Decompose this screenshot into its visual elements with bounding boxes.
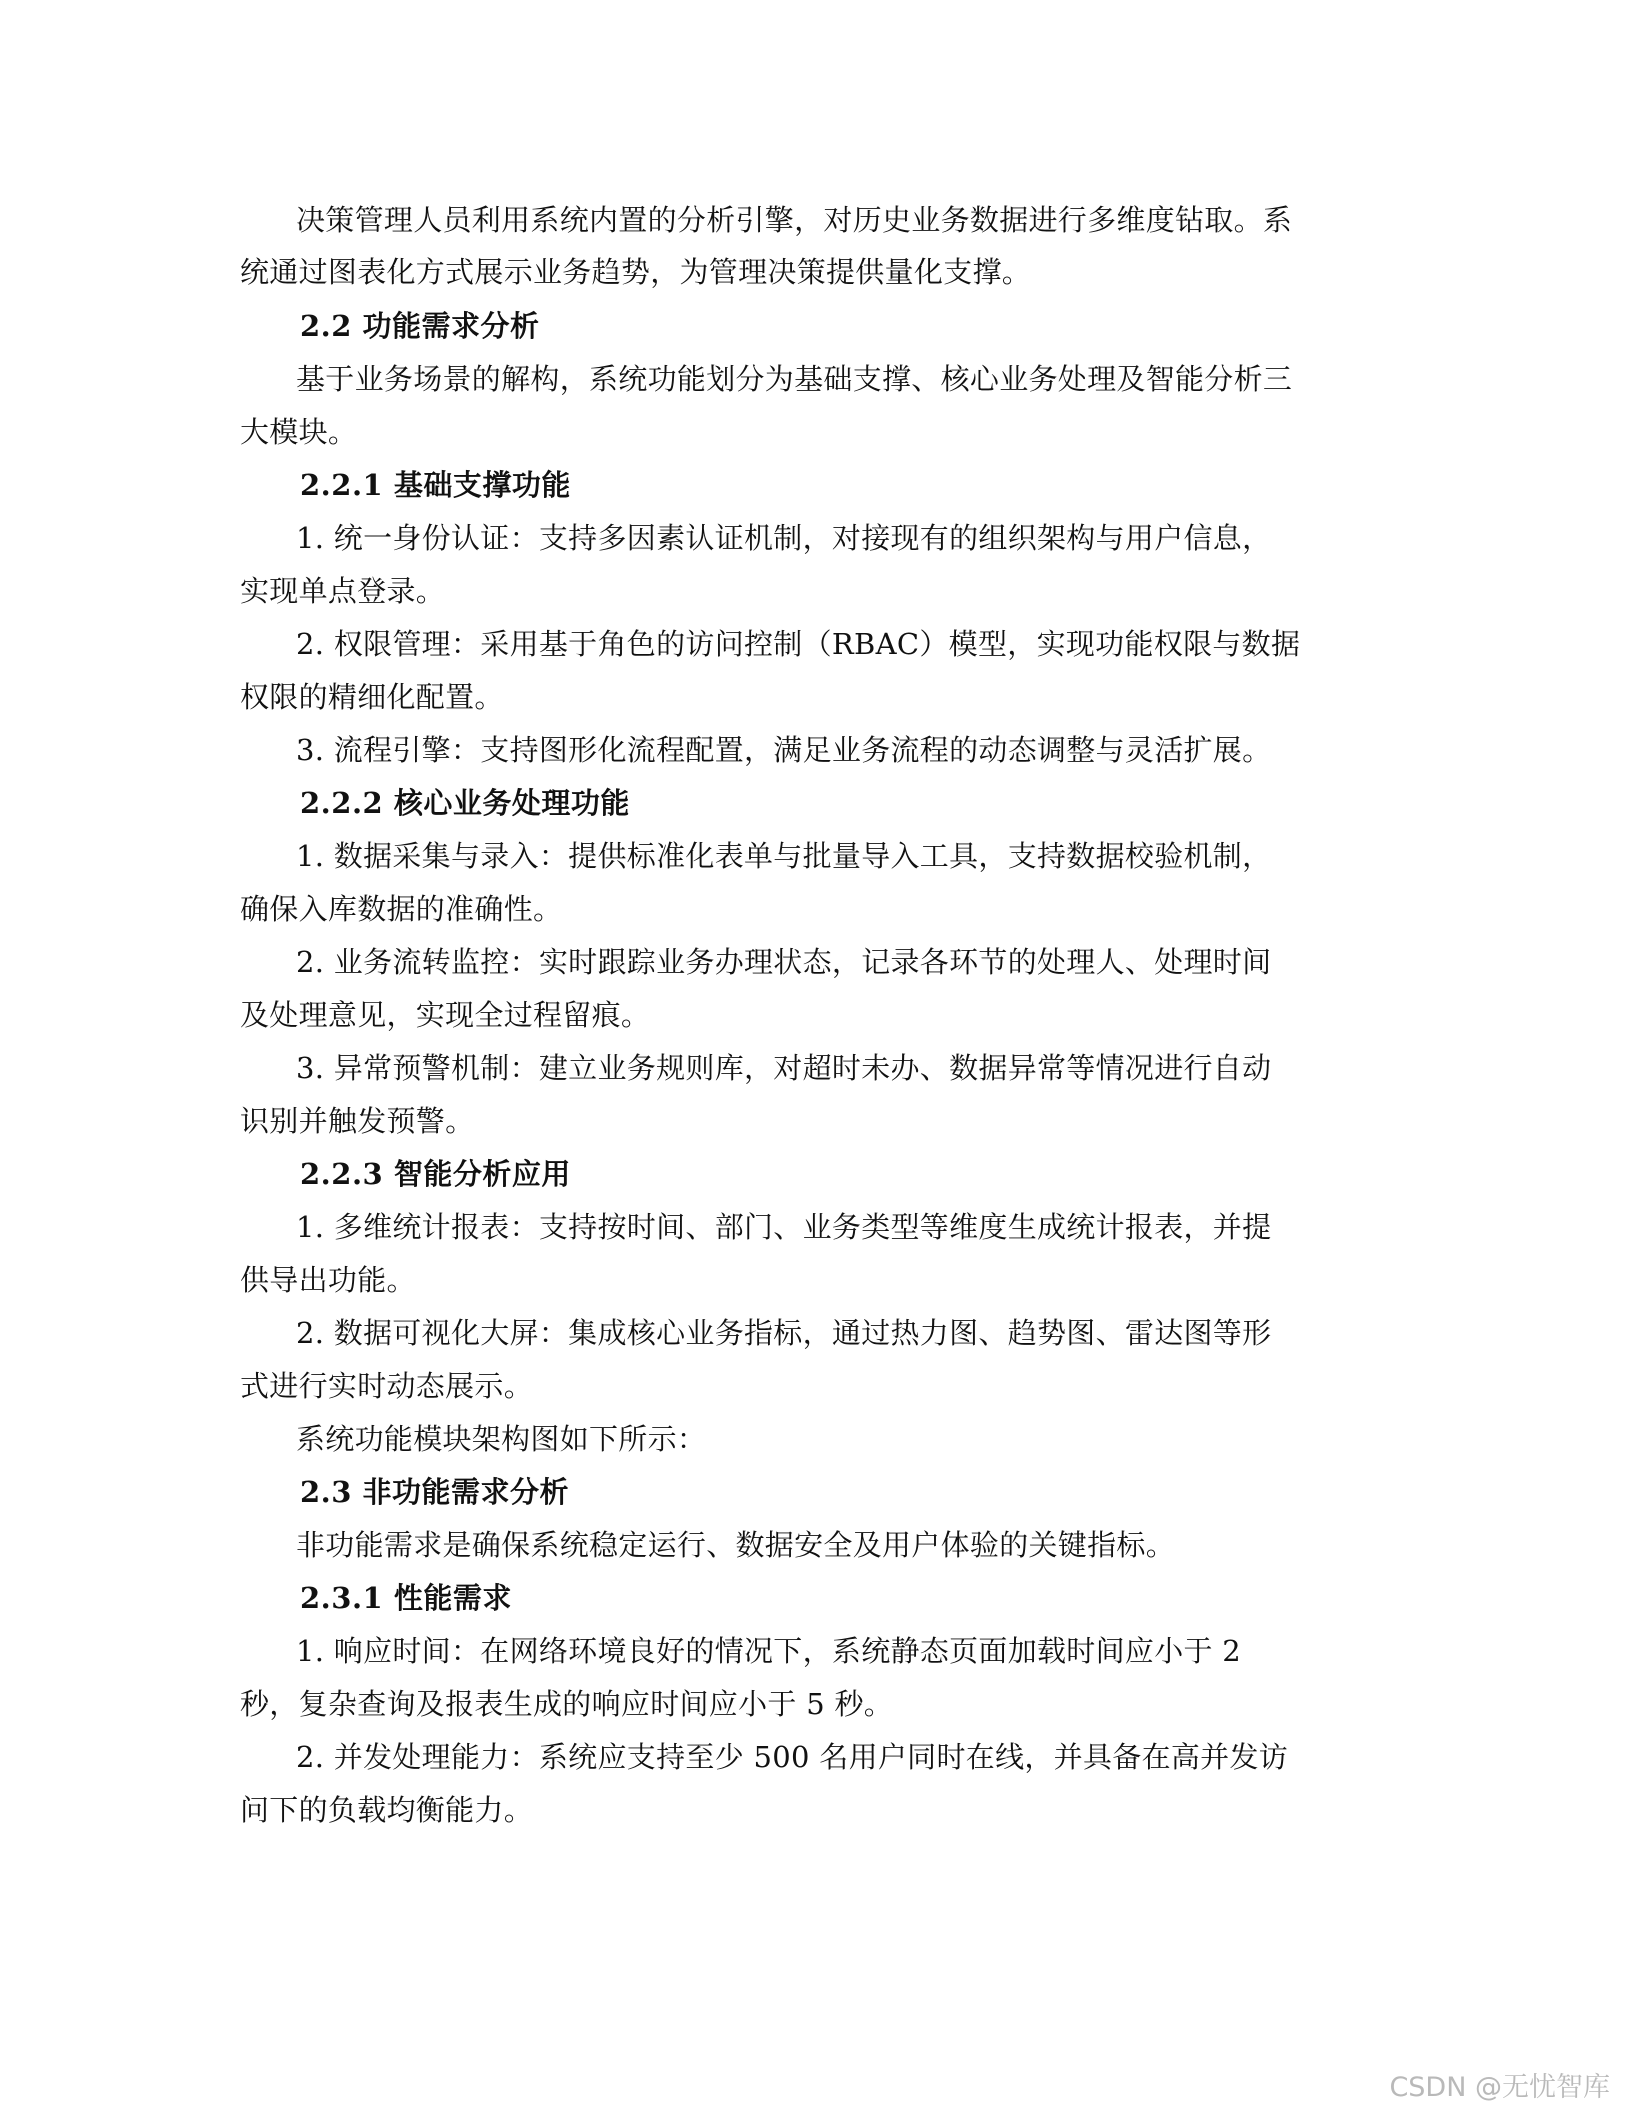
section-heading: 2.3 非功能需求分析 bbox=[300, 1475, 570, 1509]
list-item-line: 识别并触发预警。 bbox=[240, 1104, 475, 1138]
subsection-heading: 2.2.3 智能分析应用 bbox=[300, 1157, 571, 1191]
paragraph-line: 决策管理人员利用系统内置的分析引擎，对历史业务数据进行多维度钻取。系 bbox=[296, 203, 1293, 237]
list-item-line: 2. 并发处理能力：系统应支持至少 500 名用户同时在线，并具备在高并发访 bbox=[296, 1740, 1289, 1774]
paragraph-line: 大模块。 bbox=[240, 415, 358, 449]
list-item-line: 实现单点登录。 bbox=[240, 574, 446, 608]
list-item-line: 秒，复杂查询及报表生成的响应时间应小于 5 秒。 bbox=[240, 1687, 894, 1721]
list-item-line: 1. 统一身份认证：支持多因素认证机制，对接现有的组织架构与用户信息， bbox=[296, 521, 1272, 555]
subsection-heading: 2.3.1 性能需求 bbox=[300, 1581, 512, 1615]
list-item-line: 2. 业务流转监控：实时跟踪业务办理状态，记录各环节的处理人、处理时间 bbox=[296, 945, 1272, 979]
watermark: CSDN @无忧智库 bbox=[1389, 2072, 1610, 2103]
list-item-line: 及处理意见，实现全过程留痕。 bbox=[240, 998, 651, 1032]
list-item-line: 2. 数据可视化大屏：集成核心业务指标，通过热力图、趋势图、雷达图等形 bbox=[296, 1316, 1272, 1350]
subsection-heading: 2.2.2 核心业务处理功能 bbox=[300, 786, 630, 820]
list-item-line: 3. 流程引擎：支持图形化流程配置，满足业务流程的动态调整与灵活扩展。 bbox=[296, 733, 1272, 767]
list-item-line: 1. 数据采集与录入：提供标准化表单与批量导入工具，支持数据校验机制， bbox=[296, 839, 1272, 873]
list-item-line: 问下的负载均衡能力。 bbox=[240, 1793, 534, 1827]
list-item-line: 2. 权限管理：采用基于角色的访问控制（RBAC）模型，实现功能权限与数据 bbox=[296, 627, 1301, 661]
list-item-line: 1. 多维统计报表：支持按时间、部门、业务类型等维度生成统计报表，并提 bbox=[296, 1210, 1272, 1244]
list-item-line: 确保入库数据的准确性。 bbox=[240, 892, 563, 926]
section-heading: 2.2 功能需求分析 bbox=[300, 309, 540, 343]
paragraph-line: 非功能需求是确保系统稳定运行、数据安全及用户体验的关键指标。 bbox=[296, 1528, 1176, 1562]
list-item-line: 3. 异常预警机制：建立业务规则库，对超时未办、数据异常等情况进行自动 bbox=[296, 1051, 1272, 1085]
list-item-line: 供导出功能。 bbox=[240, 1263, 416, 1297]
paragraph-line: 统通过图表化方式展示业务趋势，为管理决策提供量化支撑。 bbox=[240, 255, 1032, 289]
subsection-heading: 2.2.1 基础支撑功能 bbox=[300, 468, 571, 502]
list-item-line: 1. 响应时间：在网络环境良好的情况下，系统静态页面加载时间应小于 2 bbox=[296, 1634, 1242, 1668]
paragraph-line: 基于业务场景的解构，系统功能划分为基础支撑、核心业务处理及智能分析三 bbox=[296, 362, 1293, 396]
list-item-line: 权限的精细化配置。 bbox=[240, 680, 504, 714]
list-item-line: 式进行实时动态展示。 bbox=[240, 1369, 534, 1403]
paragraph-line: 系统功能模块架构图如下所示： bbox=[296, 1422, 707, 1456]
